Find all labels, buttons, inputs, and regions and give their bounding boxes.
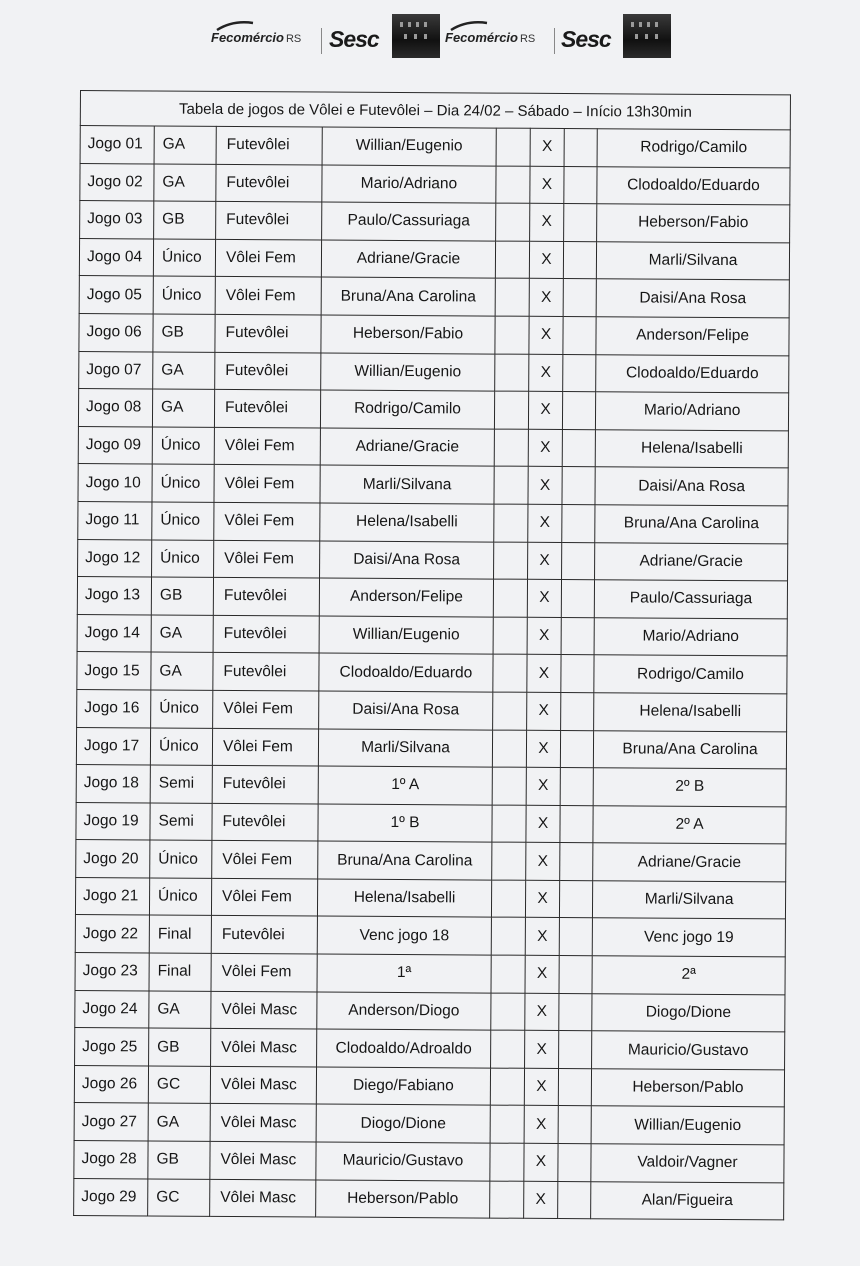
table-row: [79, 314, 789, 356]
score-b-cell: [560, 768, 593, 806]
score-b-cell: [561, 580, 594, 618]
team-a: Anderson/Diogo: [317, 992, 491, 1031]
game-modality: Vôlei Fem: [211, 878, 317, 916]
table-row: [79, 351, 789, 393]
team-a: 1ª: [317, 954, 491, 993]
versus-mark: X: [526, 730, 560, 768]
game-number: Jogo 29: [74, 1178, 148, 1216]
versus-mark: X: [528, 467, 562, 505]
game-group: Único: [152, 464, 214, 502]
team-b: Valdoir/Vagner: [591, 1144, 784, 1183]
fecomercio-logo-text: Fecomércio: [445, 30, 518, 45]
team-a: 1º B: [318, 804, 492, 843]
versus-mark: X: [529, 241, 563, 279]
team-a: Mario/Adriano: [322, 165, 496, 204]
score-b-cell: [562, 429, 595, 467]
team-b: Marli/Silvana: [596, 241, 789, 280]
versus-mark: X: [526, 843, 560, 881]
score-b-cell: [559, 956, 592, 994]
team-a: Daisi/Ana Rosa: [319, 691, 493, 730]
games-table: [73, 90, 791, 1221]
game-number: Jogo 21: [75, 877, 149, 915]
team-b: Adriane/Gracie: [595, 542, 788, 581]
score-a-cell: [492, 842, 526, 880]
game-modality: Futevôlei: [212, 765, 318, 803]
team-a: Mauricio/Gustavo: [316, 1142, 490, 1181]
game-modality: Futevôlei: [213, 577, 319, 615]
score-a-cell: [495, 354, 529, 392]
game-modality: Vôlei Masc: [211, 991, 317, 1029]
score-a-cell: [493, 692, 527, 730]
score-b-cell: [561, 617, 594, 655]
game-modality: Vôlei Fem: [215, 277, 321, 315]
game-number: Jogo 17: [76, 727, 150, 765]
table-row: [77, 577, 787, 619]
score-a-cell: [493, 654, 527, 692]
game-number: Jogo 18: [76, 765, 150, 803]
sesc-logo: Sesc: [561, 26, 611, 52]
team-b: Helena/Isabelli: [595, 429, 788, 468]
game-number: Jogo 25: [75, 1028, 149, 1066]
score-a-cell: [491, 918, 525, 956]
team-b: Mario/Adriano: [595, 392, 788, 431]
game-group: GA: [151, 652, 213, 690]
team-b: Adriane/Gracie: [593, 843, 786, 882]
score-b-cell: [563, 354, 596, 392]
team-b: Anderson/Felipe: [596, 317, 789, 356]
game-group: GA: [154, 164, 216, 202]
game-group: GA: [149, 991, 211, 1029]
score-a-cell: [490, 1106, 524, 1144]
table-row: [74, 1178, 784, 1220]
game-group: GA: [148, 1103, 210, 1141]
game-number: Jogo 03: [80, 201, 154, 239]
versus-mark: X: [530, 203, 564, 241]
game-group: GA: [151, 615, 213, 653]
header-logos: [205, 14, 675, 60]
game-modality: Vôlei Fem: [214, 502, 320, 540]
team-a: Diogo/Dione: [316, 1104, 490, 1143]
team-a: Helena/Isabelli: [317, 879, 491, 918]
score-a-cell: [492, 767, 526, 805]
game-modality: Vôlei Fem: [214, 540, 320, 578]
score-b-cell: [561, 655, 594, 693]
versus-mark: X: [528, 391, 562, 429]
game-number: Jogo 14: [77, 614, 151, 652]
score-b-cell: [562, 392, 595, 430]
game-number: Jogo 02: [80, 163, 154, 201]
game-number: Jogo 23: [75, 953, 149, 991]
team-a: 1º A: [318, 766, 492, 805]
table-row: [76, 802, 786, 844]
fecomercio-logo-text: Fecomércio: [211, 30, 284, 45]
team-a: Marli/Silvana: [320, 465, 494, 504]
game-number: Jogo 05: [79, 276, 153, 314]
score-a-cell: [492, 730, 526, 768]
game-modality: Vôlei Fem: [212, 841, 318, 879]
score-a-cell: [491, 993, 525, 1031]
team-b: Rodrigo/Camilo: [594, 655, 787, 694]
score-a-cell: [493, 617, 527, 655]
table-row: [79, 238, 789, 280]
game-modality: Futevôlei: [215, 314, 321, 352]
team-b: Mario/Adriano: [594, 617, 787, 656]
team-a: Marli/Silvana: [318, 729, 492, 768]
team-b: Rodrigo/Camilo: [597, 129, 790, 168]
fecomercio-logo-suffix: RS: [285, 33, 302, 45]
versus-mark: X: [525, 955, 559, 993]
game-number: Jogo 06: [79, 314, 153, 352]
game-modality: Vôlei Masc: [210, 1179, 316, 1217]
score-b-cell: [562, 467, 595, 505]
game-group: Único: [153, 276, 215, 314]
table-row: [78, 389, 788, 431]
versus-mark: X: [524, 1143, 558, 1181]
team-b: 2º A: [593, 805, 786, 844]
versus-mark: X: [525, 918, 559, 956]
team-b: Clodoaldo/Eduardo: [596, 354, 789, 393]
score-b-cell: [558, 1106, 591, 1144]
table-title: Tabela de jogos de Vôlei e Futevôlei – Dia 24/02 – Sábado – Início 13h30min: [80, 91, 790, 130]
table-row: [74, 1141, 784, 1183]
score-a-cell: [496, 166, 530, 204]
table-row: [77, 614, 787, 656]
game-modality: Vôlei Masc: [210, 1141, 316, 1179]
table-row: [80, 163, 790, 205]
game-modality: Vôlei Fem: [214, 465, 320, 503]
fecomercio-logo: [211, 30, 301, 54]
game-number: Jogo 26: [74, 1065, 148, 1103]
versus-mark: X: [528, 542, 562, 580]
team-a: Willian/Eugenio: [322, 127, 496, 166]
game-number: Jogo 28: [74, 1141, 148, 1179]
score-a-cell: [495, 241, 529, 279]
versus-mark: X: [527, 617, 561, 655]
score-a-cell: [496, 203, 530, 241]
score-b-cell: [558, 1068, 591, 1106]
table-row: [78, 464, 788, 506]
game-group: GA: [152, 389, 214, 427]
team-a: Daisi/Ana Rosa: [320, 541, 494, 580]
table-row: [75, 990, 785, 1032]
fecomercio-logo-suffix: RS: [519, 33, 536, 45]
game-group: GA: [153, 352, 215, 390]
game-group: Único: [150, 727, 212, 765]
score-b-cell: [559, 918, 592, 956]
table-row: [78, 426, 788, 468]
score-a-cell: [490, 1143, 524, 1181]
fecomercio-logo: [445, 30, 535, 54]
game-group: Único: [150, 840, 212, 878]
versus-mark: X: [529, 316, 563, 354]
game-group: Único: [152, 502, 214, 540]
table-row: [76, 840, 786, 882]
table-row: [76, 765, 786, 807]
game-group: Semi: [150, 803, 212, 841]
table-row: [75, 877, 785, 919]
team-a: Bruna/Ana Carolina: [318, 841, 492, 880]
game-modality: Futevôlei: [213, 653, 319, 691]
versus-mark: X: [529, 354, 563, 392]
game-number: Jogo 22: [75, 915, 149, 953]
score-a-cell: [495, 278, 529, 316]
game-number: Jogo 16: [77, 689, 151, 727]
game-number: Jogo 24: [75, 990, 149, 1028]
game-number: Jogo 12: [78, 539, 152, 577]
game-group: GB: [154, 201, 216, 239]
game-modality: Vôlei Fem: [213, 690, 319, 728]
score-a-cell: [490, 1068, 524, 1106]
score-b-cell: [559, 1031, 592, 1069]
versus-mark: X: [527, 692, 561, 730]
score-a-cell: [494, 391, 528, 429]
score-b-cell: [563, 316, 596, 354]
team-b: Diogo/Dione: [592, 993, 785, 1032]
team-a: Heberson/Pablo: [316, 1180, 490, 1219]
team-b: Clodoaldo/Eduardo: [597, 166, 790, 205]
versus-mark: X: [526, 767, 560, 805]
score-b-cell: [559, 880, 592, 918]
game-group: GC: [148, 1066, 210, 1104]
game-number: Jogo 08: [78, 389, 152, 427]
game-modality: Futevôlei: [211, 916, 317, 954]
versus-mark: X: [528, 504, 562, 542]
score-b-cell: [564, 129, 597, 167]
team-b: 2º B: [593, 768, 786, 807]
team-a: Adriane/Gracie: [320, 428, 494, 467]
game-number: Jogo 13: [77, 577, 151, 615]
game-group: Único: [151, 690, 213, 728]
versus-mark: X: [525, 993, 559, 1031]
team-a: Willian/Eugenio: [321, 353, 495, 392]
score-a-cell: [494, 542, 528, 580]
table-row: [80, 201, 790, 243]
versus-mark: X: [526, 805, 560, 843]
game-modality: Futevôlei: [216, 126, 322, 164]
score-b-cell: [560, 843, 593, 881]
score-b-cell: [560, 730, 593, 768]
team-a: Rodrigo/Camilo: [320, 390, 494, 429]
team-b: Bruna/Ana Carolina: [593, 730, 786, 769]
versus-mark: X: [530, 166, 564, 204]
team-b: Marli/Silvana: [592, 881, 785, 920]
logo-divider: [554, 28, 555, 54]
table-row: [76, 727, 786, 769]
team-a: Willian/Eugenio: [319, 616, 493, 655]
game-modality: Vôlei Fem: [211, 953, 317, 991]
score-a-cell: [494, 429, 528, 467]
team-b: Daisi/Ana Rosa: [596, 279, 789, 318]
score-b-cell: [558, 1181, 591, 1219]
table-title-row: [80, 91, 790, 130]
score-b-cell: [563, 279, 596, 317]
game-group: Semi: [150, 765, 212, 803]
games-table-body: [74, 126, 791, 1221]
versus-mark: X: [525, 880, 559, 918]
game-group: Único: [153, 239, 215, 277]
game-group: Final: [149, 953, 211, 991]
game-group: Único: [152, 427, 214, 465]
team-b: 2ª: [592, 956, 785, 995]
game-modality: Vôlei Fem: [215, 239, 321, 277]
score-b-cell: [559, 993, 592, 1031]
score-b-cell: [560, 805, 593, 843]
game-group: GB: [153, 314, 215, 352]
versus-mark: X: [529, 279, 563, 317]
game-number: Jogo 04: [79, 238, 153, 276]
game-number: Jogo 07: [79, 351, 153, 389]
building-photo-icon: [392, 14, 440, 58]
team-b: Willian/Eugenio: [591, 1106, 784, 1145]
table-row: [78, 539, 788, 581]
game-number: Jogo 11: [78, 501, 152, 539]
score-b-cell: [562, 542, 595, 580]
game-modality: Futevôlei: [213, 615, 319, 653]
game-modality: Vôlei Masc: [211, 1029, 317, 1067]
score-b-cell: [561, 692, 594, 730]
table-row: [77, 689, 787, 731]
team-b: Daisi/Ana Rosa: [595, 467, 788, 506]
table-row: [74, 1103, 784, 1145]
score-a-cell: [496, 128, 530, 166]
game-group: GB: [151, 577, 213, 615]
game-group: Final: [149, 915, 211, 953]
score-a-cell: [492, 805, 526, 843]
versus-mark: X: [524, 1181, 558, 1219]
versus-mark: X: [524, 1068, 558, 1106]
game-number: Jogo 27: [74, 1103, 148, 1141]
schedule-sheet: [65, 90, 802, 1221]
team-a: Clodoaldo/Eduardo: [319, 653, 493, 692]
game-modality: Futevôlei: [214, 390, 320, 428]
table-row: [74, 1065, 784, 1107]
table-row: [75, 1028, 785, 1070]
team-b: Heberson/Fabio: [597, 204, 790, 243]
game-modality: Futevôlei: [216, 164, 322, 202]
team-a: Clodoaldo/Adroaldo: [317, 1029, 491, 1068]
building-photo-icon: [623, 14, 671, 58]
score-a-cell: [491, 880, 525, 918]
score-b-cell: [562, 504, 595, 542]
game-modality: Vôlei Fem: [212, 728, 318, 766]
team-b: Heberson/Pablo: [591, 1069, 784, 1108]
team-a: Adriane/Gracie: [321, 240, 495, 279]
score-b-cell: [563, 241, 596, 279]
versus-mark: X: [527, 579, 561, 617]
score-a-cell: [490, 1181, 524, 1219]
team-b: Mauricio/Gustavo: [592, 1031, 785, 1070]
logo-divider: [321, 28, 322, 54]
game-number: Jogo 15: [77, 652, 151, 690]
game-group: GB: [149, 1028, 211, 1066]
team-b: Paulo/Cassuriaga: [594, 580, 787, 619]
table-row: [77, 652, 787, 694]
score-a-cell: [494, 466, 528, 504]
game-group: Único: [149, 878, 211, 916]
team-a: Venc jogo 18: [317, 916, 491, 955]
game-group: GC: [148, 1179, 210, 1217]
game-modality: Futevôlei: [215, 352, 321, 390]
team-a: Bruna/Ana Carolina: [321, 277, 495, 316]
team-b: Alan/Figueira: [591, 1181, 784, 1220]
score-b-cell: [564, 204, 597, 242]
sesc-logo: Sesc: [329, 26, 379, 52]
score-a-cell: [493, 579, 527, 617]
versus-mark: X: [527, 655, 561, 693]
score-a-cell: [495, 316, 529, 354]
team-a: Helena/Isabelli: [320, 503, 494, 542]
table-row: [75, 915, 785, 957]
game-number: Jogo 09: [78, 426, 152, 464]
game-modality: Futevôlei: [212, 803, 318, 841]
versus-mark: X: [528, 429, 562, 467]
table-row: [75, 953, 785, 995]
team-b: Venc jogo 19: [592, 918, 785, 957]
game-number: Jogo 19: [76, 802, 150, 840]
game-modality: Futevôlei: [216, 202, 322, 240]
swoosh-icon: [449, 20, 489, 32]
game-group: Único: [152, 540, 214, 578]
game-number: Jogo 01: [80, 126, 154, 164]
game-number: Jogo 10: [78, 464, 152, 502]
versus-mark: X: [530, 128, 564, 166]
versus-mark: X: [525, 1031, 559, 1069]
score-b-cell: [558, 1144, 591, 1182]
score-a-cell: [494, 504, 528, 542]
team-a: Diego/Fabiano: [316, 1067, 490, 1106]
game-modality: Vôlei Masc: [210, 1066, 316, 1104]
team-a: Heberson/Fabio: [321, 315, 495, 354]
score-a-cell: [491, 1030, 525, 1068]
versus-mark: X: [524, 1106, 558, 1144]
team-a: Anderson/Felipe: [319, 578, 493, 617]
game-number: Jogo 20: [76, 840, 150, 878]
team-a: Paulo/Cassuriaga: [322, 202, 496, 241]
team-b: Helena/Isabelli: [594, 693, 787, 732]
game-modality: Vôlei Fem: [214, 427, 320, 465]
game-group: GB: [148, 1141, 210, 1179]
table-row: [78, 501, 788, 543]
game-modality: Vôlei Masc: [210, 1104, 316, 1142]
score-b-cell: [564, 166, 597, 204]
table-row: [79, 276, 789, 318]
team-b: Bruna/Ana Carolina: [595, 505, 788, 544]
score-a-cell: [491, 955, 525, 993]
swoosh-icon: [215, 20, 255, 32]
game-group: GA: [154, 126, 216, 164]
table-row: [80, 126, 790, 168]
